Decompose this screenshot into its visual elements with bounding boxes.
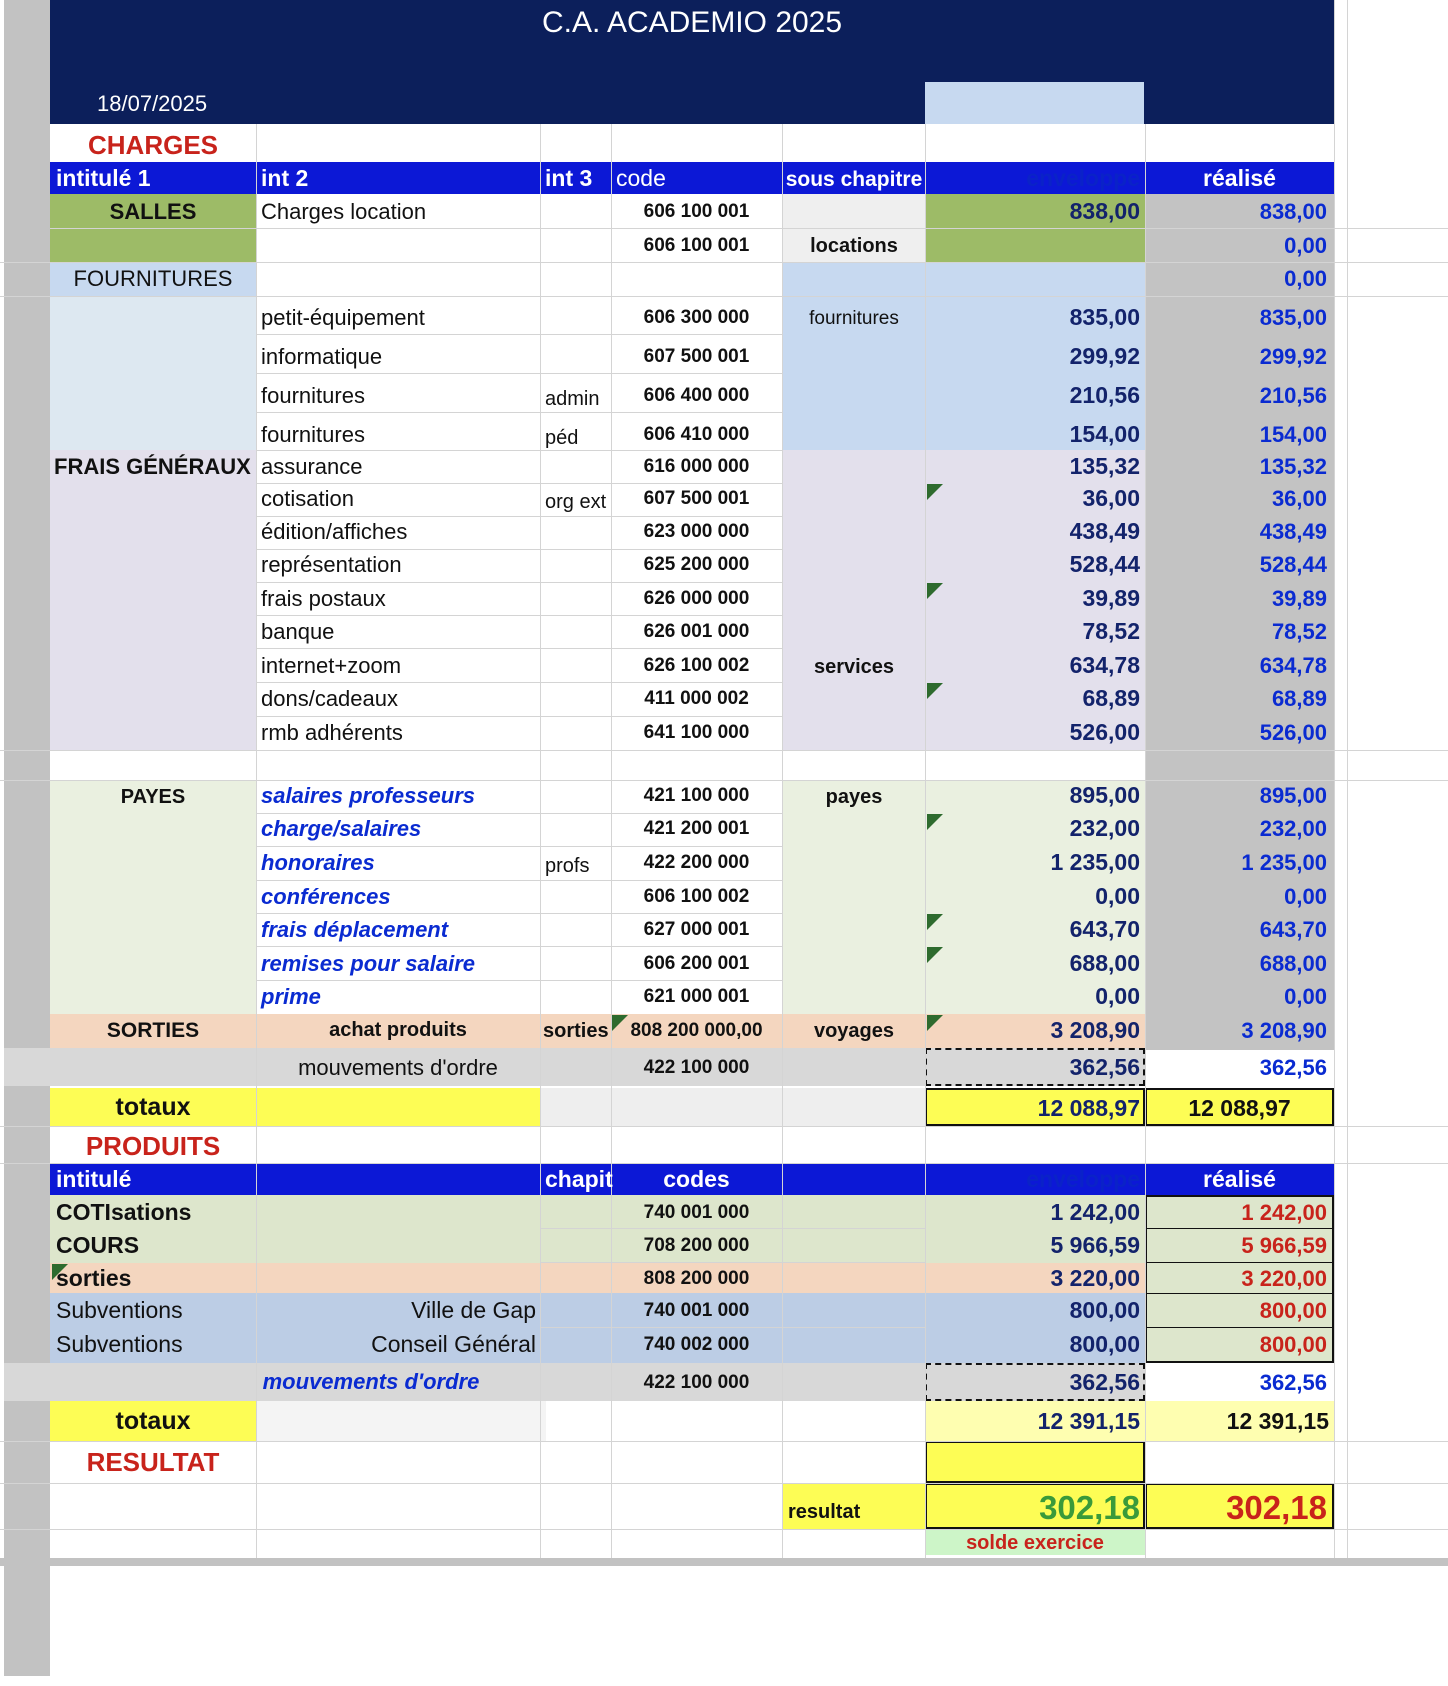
row-code-value[interactable]: 627 000 001 [643,919,750,940]
row-enveloppe-value[interactable]: 895,00 [1069,782,1140,808]
row-int3-label: sorties [543,1020,609,1042]
row-enveloppe-value[interactable]: 154,00 [1069,421,1140,447]
row-enveloppe-value[interactable]: 838,00 [1069,198,1140,224]
group-salles: SALLES [109,199,197,224]
produit-realise-value[interactable]: 3 220,00 [1241,1266,1327,1291]
charges-header-bar [50,162,1334,194]
prod-header-intitule: intitulé [56,1166,132,1192]
row-code-value[interactable]: 616 000 000 [643,456,750,477]
row-enveloppe-value[interactable]: 0,00 [1095,983,1140,1009]
row-realise-value[interactable]: 36,00 [1271,486,1327,511]
comment-marker [927,484,943,500]
subchapter-fournitures: fournitures [809,308,899,329]
produit-label: Subventions [56,1297,183,1323]
row-realise-value[interactable]: 3 208,90 [1241,1018,1327,1043]
row-enveloppe-value[interactable]: 0,00 [1095,883,1140,909]
subchapter-payes: payes [825,786,883,808]
totaux-charges-label: totaux [115,1093,191,1121]
row-int2-label: assurance [261,454,363,479]
col-header-intitule1: intitulé 1 [56,165,151,191]
row-int2-label: prime [261,984,321,1009]
comment-marker [927,947,943,963]
produit-code-value[interactable]: 740 001 000 [643,1202,750,1223]
totaux-produits-real[interactable]: 12 391,15 [1226,1408,1329,1434]
row-int2-label: informatique [261,344,383,369]
row-int3-label: org ext [545,491,607,513]
prod-header-chapit: chapit [545,1166,613,1192]
row-code-value[interactable]: 606 200 001 [643,953,750,974]
row-realise-value[interactable]: 68,89 [1271,686,1327,711]
row-realise-value[interactable]: 0,00 [1284,884,1327,909]
col-header-code: code [616,165,666,191]
produit-label: COURS [56,1232,140,1258]
row-int2-label: dons/cadeaux [261,686,398,711]
produit-enveloppe-value[interactable]: 3 220,00 [1050,1265,1140,1291]
row-enveloppe-value[interactable]: 39,89 [1082,585,1140,611]
row-enveloppe-value[interactable]: 362,56 [1069,1054,1140,1080]
row-code-value[interactable]: 606 400 000 [643,385,750,406]
comment-marker [612,1015,628,1031]
row-code-value[interactable]: 607 500 001 [643,488,750,509]
row-realise-value[interactable]: 39,89 [1271,586,1327,611]
row-enveloppe-value[interactable]: 634,78 [1069,652,1140,678]
row-code-value[interactable]: 625 200 000 [643,554,750,575]
report-date: 18/07/2025 [97,91,208,116]
produit-enveloppe-value[interactable]: 5 966,59 [1050,1232,1140,1258]
row-int3-label: admin [545,388,600,410]
resultat-env[interactable]: 302,18 [1039,1489,1140,1526]
row-realise-value[interactable]: 528,44 [1259,552,1327,577]
row-int2-label: salaires professeurs [261,783,476,808]
row-int2-label: conférences [261,884,391,909]
row-realise-value[interactable]: 0,00 [1284,233,1327,258]
totaux-charges-real[interactable]: 12 088,97 [1188,1095,1291,1121]
produit-code-value[interactable]: 708 200 000 [643,1235,750,1256]
col-header-int2: int 2 [261,165,309,191]
row-code-value[interactable]: 626 000 000 [643,588,750,609]
row-enveloppe-value[interactable]: 68,89 [1082,685,1140,711]
prod-header-codes: codes [663,1166,730,1192]
subchapter-locations: locations [810,235,898,257]
row-code-value[interactable]: 421 200 001 [643,818,750,839]
row-code-value[interactable]: 607 500 001 [643,346,750,367]
row-realise-value[interactable]: 643,70 [1259,917,1327,942]
totaux-charges-env[interactable]: 12 088,97 [1037,1095,1140,1121]
group-sorties: SORTIES [106,1019,200,1042]
row-realise-value[interactable]: 835,00 [1259,305,1327,330]
row-int2-label: fournitures [261,422,365,447]
row-int3-label: péd [545,427,579,449]
row-enveloppe-value[interactable]: 36,00 [1082,485,1140,511]
produit-realise-value[interactable]: 1 242,00 [1241,1200,1327,1225]
produit-realise-value[interactable]: 800,00 [1259,1332,1327,1357]
produit-sub-label: Conseil Général [371,1331,536,1357]
row-enveloppe-value[interactable]: 528,44 [1069,551,1140,577]
col-header-int3: int 3 [545,165,593,191]
totaux-produits-mid-bg [256,1401,546,1441]
group-frais-generaux: FRAIS GÉNÉRAUX [54,454,251,479]
row-enveloppe-value[interactable]: 835,00 [1069,304,1140,330]
col-header-sous-chapitre: sous chapitre [785,168,923,191]
row-code-value[interactable]: 606 100 001 [643,235,750,256]
row-realise-value[interactable]: 634,78 [1259,653,1327,678]
col-header-enveloppe: enveloppe [1026,165,1140,191]
row-int2-label: remises pour salaire [261,951,476,976]
sheet-title: C.A. ACADEMIO 2025 [541,6,843,39]
produit-realise-value[interactable]: 5 966,59 [1241,1233,1327,1258]
totaux-produits-label: totaux [115,1407,191,1435]
row-int2-label: cotisation [261,486,354,511]
row-int2-label: charge/salaires [261,816,422,841]
row-enveloppe-value[interactable]: 526,00 [1069,719,1140,745]
prod-header-enveloppe: enveloppe [1026,1166,1140,1192]
row-code-value[interactable]: 606 410 000 [643,424,750,445]
row-realise-value[interactable]: 232,00 [1259,816,1327,841]
row-realise-value[interactable]: 0,00 [1284,266,1327,291]
produit-realise-value[interactable]: 362,56 [1259,1370,1327,1395]
row-enveloppe-value[interactable]: 643,70 [1069,916,1140,942]
left-grey-margin [4,0,50,1676]
totaux-produits-env[interactable]: 12 391,15 [1037,1408,1140,1434]
comment-marker [927,914,943,930]
row-realise-value[interactable]: 362,56 [1259,1055,1327,1080]
comment-marker [927,814,943,830]
group-payes: PAYES [120,786,186,808]
comment-marker [927,683,943,699]
row-int2-label: édition/affiches [261,519,408,544]
row-enveloppe-value[interactable]: 78,52 [1082,618,1140,644]
frais-group-bg [50,450,256,750]
produit-label: COTIsations [56,1199,192,1225]
produit-label: sorties [56,1265,132,1291]
row-code-value[interactable]: 621 000 001 [643,986,750,1007]
row-realise-value[interactable]: 78,52 [1271,619,1327,644]
row-int2-label: Charges location [261,199,427,224]
row-int2-label: frais déplacement [261,917,449,942]
produit-label: mouvements d'ordre [262,1369,480,1394]
row-code-value[interactable]: 422 100 000 [643,1057,750,1078]
row-code-value[interactable]: 808 200 000,00 [630,1020,763,1041]
row-realise-value[interactable]: 895,00 [1259,783,1327,808]
resultat-section-label: RESULTAT [86,1447,220,1477]
fournitures-group-bg [50,296,256,450]
row-code-value[interactable]: 606 300 000 [643,307,750,328]
prod-header-realise: réalisé [1203,1166,1276,1192]
row-code-value[interactable]: 626 001 000 [643,621,750,642]
produit-code-value[interactable]: 808 200 000 [643,1268,750,1289]
produit-code-value[interactable]: 740 001 000 [643,1300,750,1321]
row-code-value[interactable]: 606 100 001 [643,201,750,222]
charges-section-label: CHARGES [87,130,218,160]
enveloppe-header-cell [925,82,1144,124]
row-enveloppe-value[interactable]: 688,00 [1069,950,1140,976]
row-int2-label: banque [261,619,335,644]
row-int2-label: honoraires [261,850,375,875]
row-realise-value[interactable]: 135,32 [1259,454,1327,479]
row-enveloppe-value[interactable]: 1 235,00 [1050,849,1140,875]
row-int2-label: internet+zoom [261,653,402,678]
produit-enveloppe-value[interactable]: 800,00 [1069,1331,1140,1357]
group-fournitures: FOURNITURES [73,266,233,291]
row-realise-value[interactable]: 438,49 [1259,519,1327,544]
resultat-empty-yellow [925,1441,1145,1483]
subchapter-services: services [813,656,895,678]
row-int2-label: petit-équipement [261,305,425,330]
row-code-value[interactable]: 641 100 000 [643,722,750,743]
row-realise-value[interactable]: 838,00 [1259,199,1327,224]
row-realise-value[interactable]: 210,56 [1259,383,1327,408]
row-realise-value[interactable]: 1 235,00 [1241,850,1327,875]
comment-marker [927,583,943,599]
row-realise-value[interactable]: 154,00 [1259,422,1327,447]
produits-section-label: PRODUITS [85,1131,221,1161]
row-int2-label: représentation [261,552,402,577]
resultat-label: resultat [788,1501,861,1523]
row-int2-label: rmb adhérents [261,720,403,745]
subchapter-voyages: voyages [813,1020,895,1042]
produit-enveloppe-value[interactable]: 1 242,00 [1050,1199,1140,1225]
row-code-value[interactable]: 623 000 000 [643,521,750,542]
solde-exercice-label: solde exercice [966,1532,1104,1554]
produit-code-value[interactable]: 740 002 000 [643,1334,750,1355]
row-enveloppe-value[interactable]: 210,56 [1069,382,1140,408]
row-realise-value[interactable]: 526,00 [1259,720,1327,745]
col-header-realise: réalisé [1203,165,1276,191]
row-int2-label: frais postaux [261,586,386,611]
row-enveloppe-value[interactable]: 299,92 [1069,343,1140,369]
row-realise-value[interactable]: 0,00 [1284,984,1327,1009]
produit-label: Subventions [56,1331,183,1357]
comment-marker [927,1015,943,1031]
row-int2-label: fournitures [261,383,365,408]
row-int2-label: achat produits [329,1019,467,1041]
produit-code-value[interactable]: 422 100 000 [643,1372,750,1393]
row-code-value[interactable]: 606 100 002 [643,886,750,907]
produit-enveloppe-value[interactable]: 362,56 [1069,1369,1140,1395]
row-int2-label: mouvements d'ordre [298,1055,498,1080]
row-code-value[interactable]: 422 200 000 [643,852,750,873]
row-int3-label: profs [545,855,590,877]
row-realise-value[interactable]: 688,00 [1259,951,1327,976]
resultat-real[interactable]: 302,18 [1226,1489,1327,1526]
produit-realise-value[interactable]: 800,00 [1259,1298,1327,1323]
produit-sub-label: Ville de Gap [411,1297,536,1323]
row-enveloppe-value[interactable]: 438,49 [1069,518,1140,544]
row-code-value[interactable]: 421 100 000 [643,785,750,806]
produit-enveloppe-value[interactable]: 800,00 [1069,1297,1140,1323]
row-code-value[interactable]: 626 100 002 [643,655,750,676]
row-enveloppe-value[interactable]: 135,32 [1069,453,1140,479]
totaux-charges-mid-bg [540,1088,925,1126]
row-code-value[interactable]: 411 000 002 [644,688,749,709]
bottom-grey-strip [0,1558,1448,1566]
row-realise-value[interactable]: 299,92 [1259,344,1327,369]
row-enveloppe-value[interactable]: 232,00 [1069,815,1140,841]
row-enveloppe-value[interactable]: 3 208,90 [1050,1017,1140,1043]
payes-group-bg [50,780,256,1014]
